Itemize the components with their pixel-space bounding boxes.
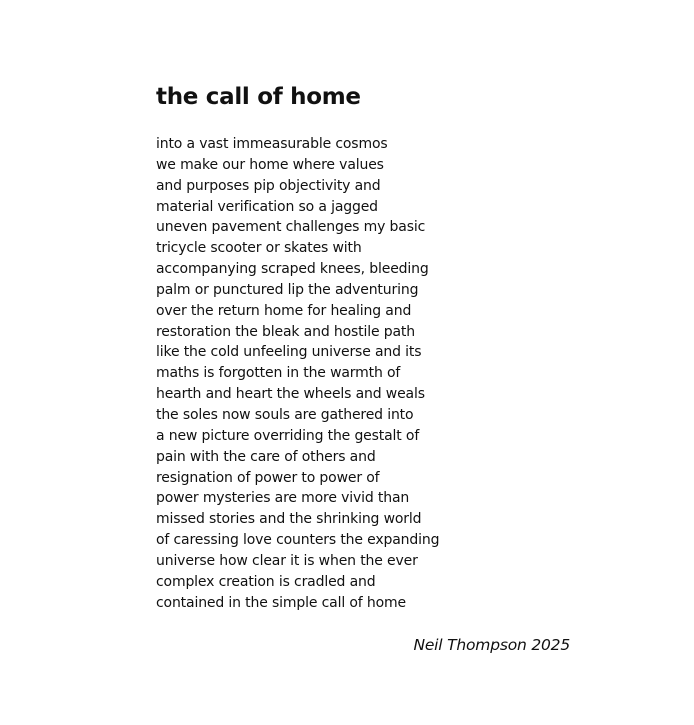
poem-line: a new picture overriding the gestalt of <box>156 427 420 444</box>
poem-line: accompanying scraped knees, bleeding <box>156 261 429 278</box>
poem-line: like the cold unfeeling universe and its <box>156 344 422 361</box>
poem-line: uneven pavement challenges my basic <box>156 219 426 236</box>
poem-line: over the return home for healing and <box>156 302 412 319</box>
poem-line: and purposes pip objectivity and <box>156 177 381 194</box>
poem-line: the soles now souls are gathered into <box>156 406 414 423</box>
poem-line: tricycle scooter or skates with <box>156 240 362 257</box>
poem-line: restoration the bleak and hostile path <box>156 323 415 340</box>
poem-line: of caressing love counters the expanding <box>156 532 440 549</box>
poem-line: power mysteries are more vivid than <box>156 490 410 507</box>
poem-line: pain with the care of others and <box>156 448 376 465</box>
poem-line: material verification so a jagged <box>156 198 378 215</box>
poem-line: missed stories and the shrinking world <box>156 511 422 528</box>
poem-line: complex creation is cradled and <box>156 573 376 590</box>
poem-line: contained in the simple call of home <box>156 594 406 611</box>
poem-body <box>156 134 439 613</box>
poem-line: hearth and heart the wheels and weals <box>156 386 425 403</box>
poem-line: we make our home where values <box>156 156 384 173</box>
poem-title: the call of home <box>156 84 361 110</box>
poem-line: palm or punctured lip the adventuring <box>156 281 419 298</box>
poem-line: resignation of power to power of <box>156 469 380 486</box>
author-signature: Neil Thompson 2025 <box>413 636 570 654</box>
poem-line: maths is forgotten in the warmth of <box>156 365 401 382</box>
poem-line: into a vast immeasurable cosmos <box>156 136 388 152</box>
poem-line: universe how clear it is when the ever <box>156 552 418 569</box>
